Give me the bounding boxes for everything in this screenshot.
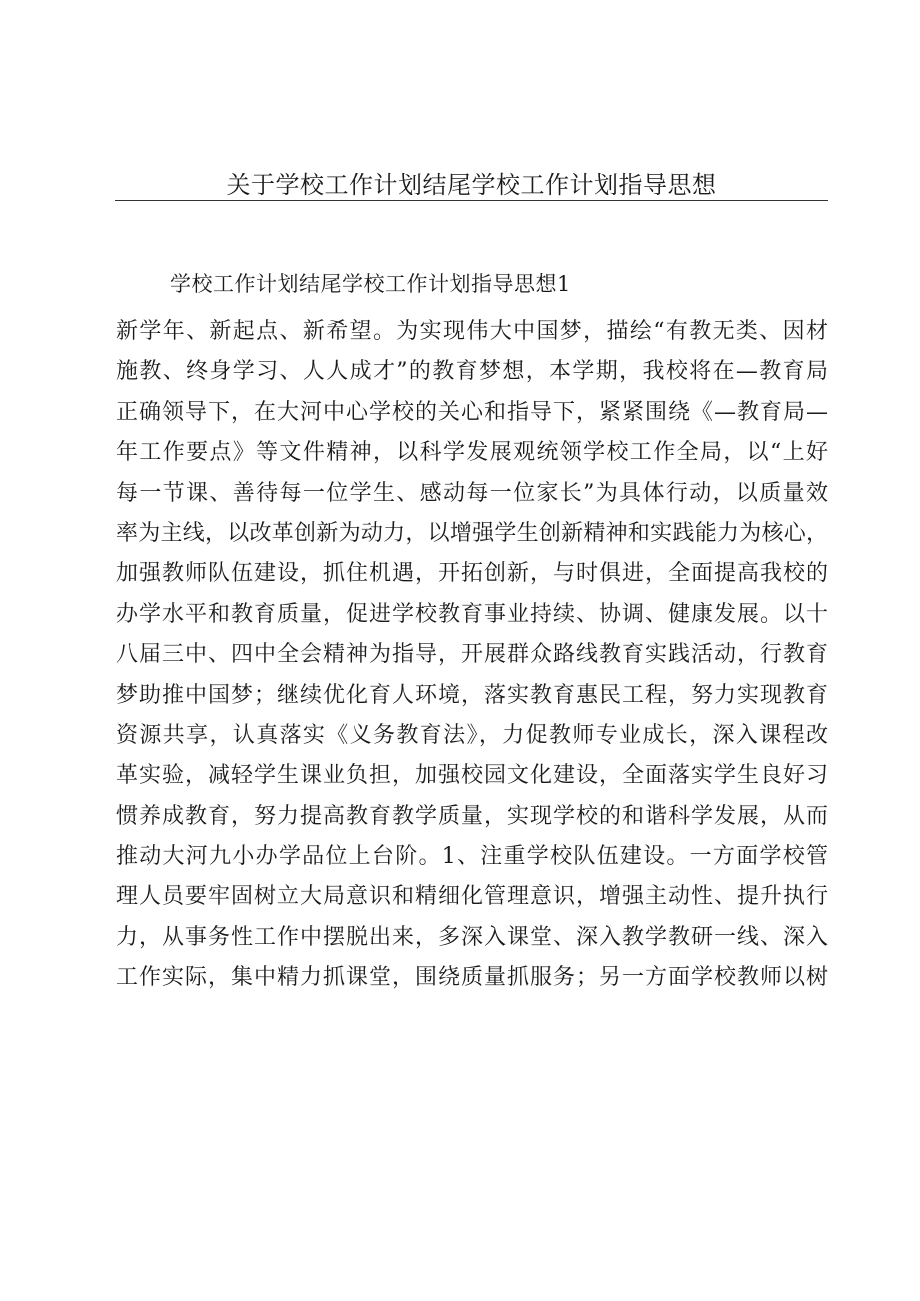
paragraph-line: 加强教师队伍建设，抓住机遇，开拓创新，与时俱进，全面提高我校的 <box>116 561 828 587</box>
paragraph-line: 工作实际，集中精力抓课堂，围绕质量抓服务；另一方面学校教师以树 <box>116 965 828 991</box>
paragraph-line: 推动大河九小办学品位上台阶。1、注重学校队伍建设。一方面学校管 <box>116 844 828 870</box>
document-title: 关于学校工作计划结尾学校工作计划指导思想 <box>226 171 717 199</box>
paragraph-line: 理人员要牢固树立大局意识和精细化管理意识，增强主动性、提升执行 <box>116 884 828 910</box>
paragraph-line: 革实验，减轻学生课业负担，加强校园文化建设，全面落实学生良好习 <box>116 763 828 789</box>
paragraph-line: 率为主线，以改革创新为动力，以增强学生创新精神和实践能力为核心， <box>116 520 828 546</box>
paragraph-line: 每一节课、善待每一位学生、感动每一位家长”为具体行动，以质量效 <box>116 480 828 506</box>
paragraph-line: 力，从事务性工作中摆脱出来，多深入课堂、深入教学教研一线、深入 <box>116 924 828 950</box>
paragraph-line: 新学年、新起点、新希望。为实现伟大中国梦，描绘“有教无类、因材 <box>116 319 828 344</box>
paragraph-line: 施教、终身学习、人人成才”的教育梦想，本学期，我校将在—教育局 <box>116 359 828 385</box>
title-underline <box>115 200 828 201</box>
paragraph-line: 办学水平和教育质量，促进学校教育事业持续、协调、健康发展。以十 <box>116 601 828 627</box>
paragraph-line: 八届三中、四中全会精神为指导，开展群众路线教育实践活动，行教育 <box>116 642 828 668</box>
paragraph-line: 惯养成教育，努力提高教育教学质量，实现学校的和谐科学发展，从而 <box>116 803 828 829</box>
paragraph-line: 资源共享，认真落实《义务教育法》，力促教师专业成长，深入课程改 <box>116 722 828 748</box>
paragraph-line: 年工作要点》等文件精神，以科学发展观统领学校工作全局，以“上好 <box>116 440 828 466</box>
section-heading: 学校工作计划结尾学校工作计划指导思想1 <box>170 272 571 296</box>
paragraph-line: 梦助推中国梦；继续优化育人环境，落实教育惠民工程，努力实现教育 <box>116 682 828 708</box>
body-paragraph <box>116 312 828 999</box>
paragraph-line: 正确领导下，在大河中心学校的关心和指导下，紧紧围绕《—教育局— <box>116 399 828 425</box>
